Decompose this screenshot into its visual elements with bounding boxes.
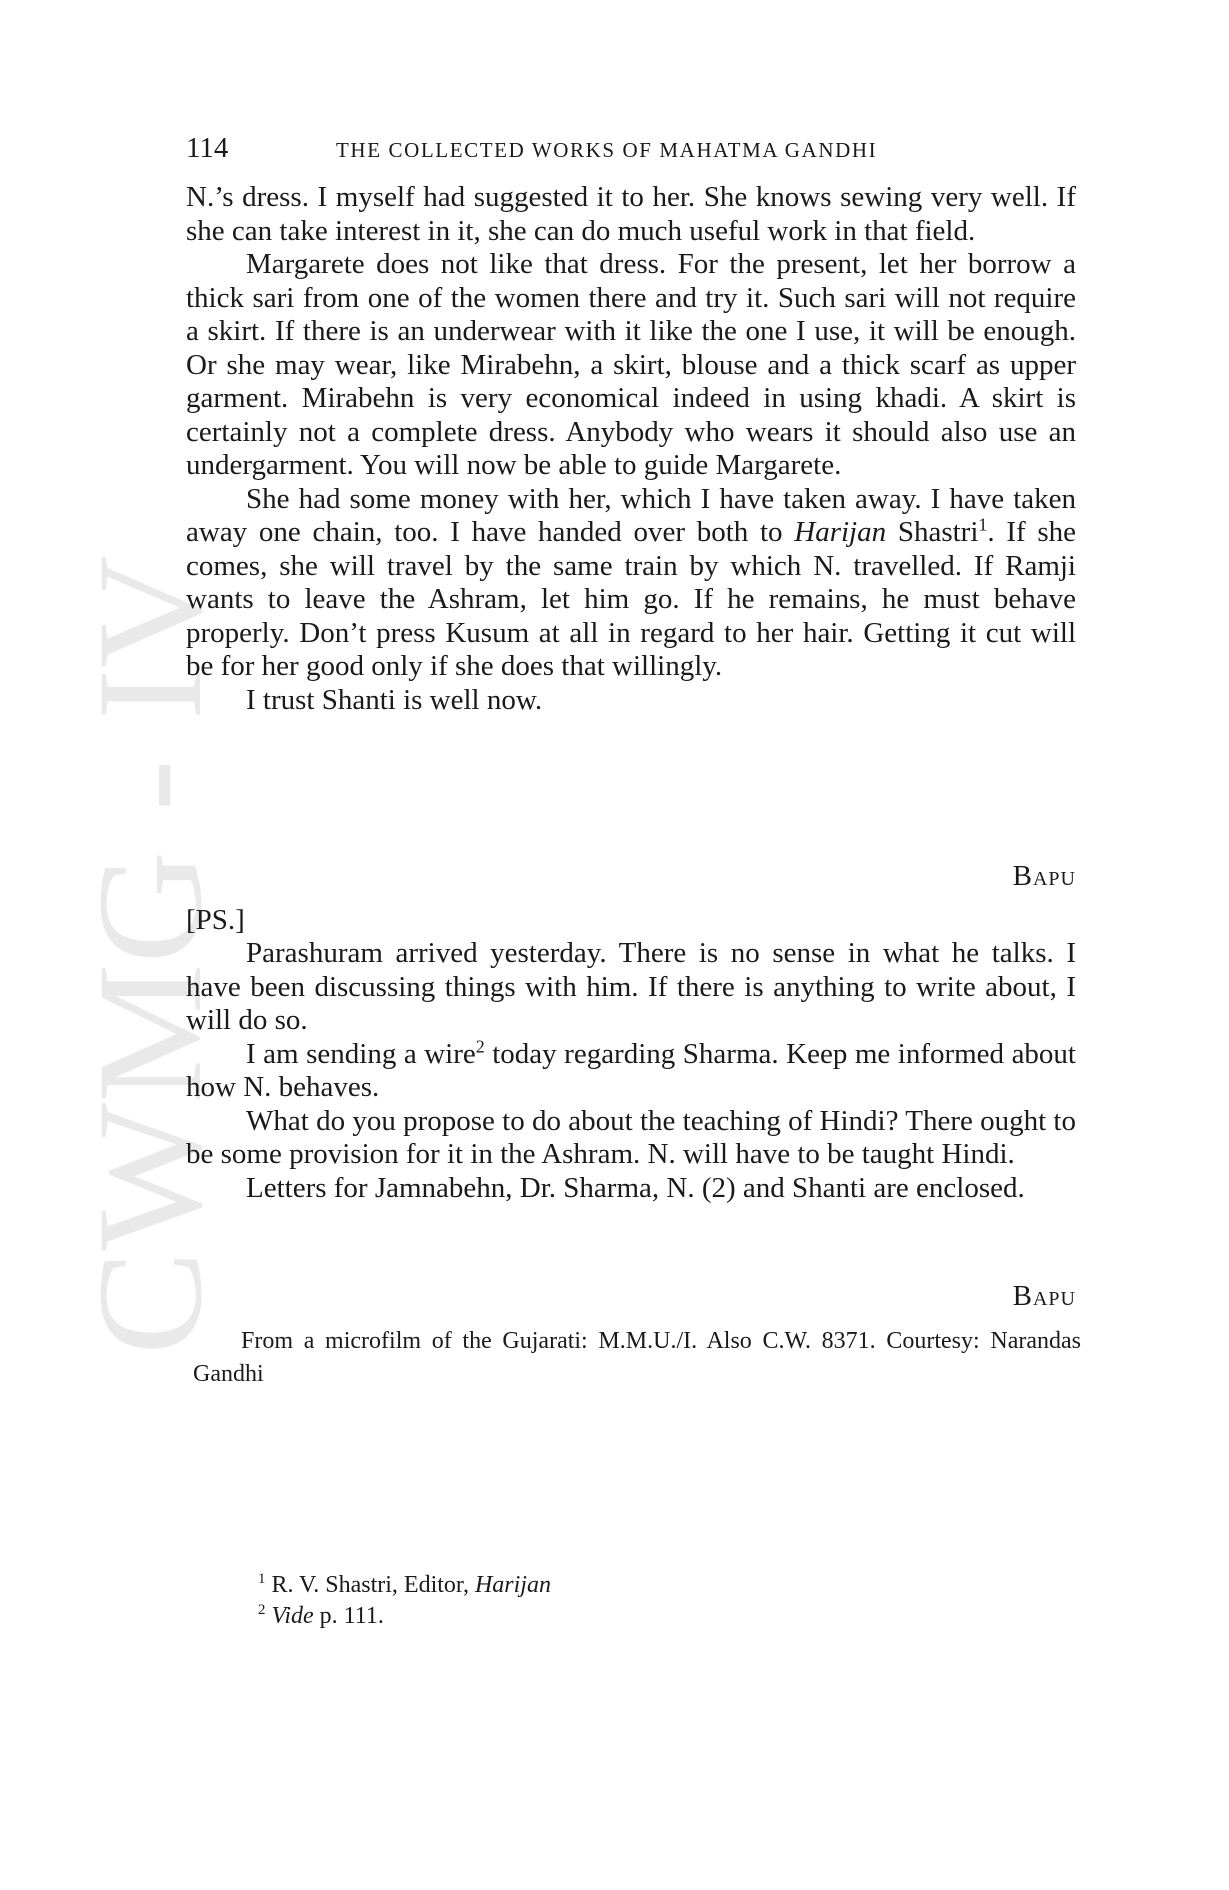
ps-paragraph-4: Letters for Jamnabehn, Dr. Sharma, N. (2) and Shanti are enclosed. — [246, 1171, 1025, 1204]
footnotes — [258, 1570, 858, 1632]
paragraph-3-text-b: Shastri — [886, 516, 979, 548]
footnote-2-mark: 2 — [258, 1602, 266, 1618]
ps-paragraph-3: What do you propose to do about the teaching of Hindi? There ought to be some provision for it in the Ashram. N. will have to be taught Hindi. — [186, 1104, 1076, 1170]
page-number: 114 — [186, 132, 229, 164]
footnote-2-text: p. 111. — [313, 1603, 384, 1629]
letter-body — [186, 181, 1076, 717]
harijan-italic: Harijan — [794, 516, 887, 548]
ps-signature: Bapu — [1012, 1280, 1076, 1312]
ps-paragraph-2 — [186, 1035, 1076, 1105]
paragraph-2: Margarete does not like that dress. For the present, let her borrow a thick sari from one of the women there and try it. Such sari will not require a skirt. If there is an underwear with it like the one I use, it will be enough. Or she may wear, like Mirabehn, a skirt, blouse and a thick scarf as upper garment. Mirabehn is very economical indeed in using khadi. A skirt is certainly not a complete dress. Anybody who wears it should also use an undergarment. You will now be able to guide Margarete. — [186, 248, 1076, 481]
postscript-body — [186, 937, 1076, 1205]
footnote-1-mark: 1 — [258, 1571, 266, 1587]
ps-paragraph-2-text-b: today regarding Sharma. Keep me informed about how N. behaves. — [186, 1037, 1076, 1103]
source-note: From a microfilm of the Gujarati: M.M.U./I. Also C.W. 8371. Courtesy: Narandas Gandhi — [193, 1328, 1081, 1387]
footnote-1-italic: Harijan — [474, 1572, 551, 1598]
footnote-2 — [258, 1601, 858, 1632]
running-head — [186, 128, 1076, 168]
footnote-2-italic: Vide — [271, 1603, 314, 1629]
ps-label: [PS.] — [186, 904, 245, 936]
paragraph-3-text-a: She had some money with her, which I have taken away. I have taken away one chain, too. I have handed over both to — [186, 482, 1076, 548]
watermark-text: CWMG IV — [100, 588, 230, 1355]
paragraph-1: N.’s dress. I myself had suggested it to her. She knows sewing very well. If she can take interest in it, she can do much useful work in that field. — [186, 181, 1076, 247]
footnote-1-text: R. V. Shastri, Editor, — [271, 1572, 475, 1598]
paragraph-4: I trust Shanti is well now. — [246, 683, 543, 716]
paragraph-3-text-c: . If she comes, she will travel by the same train by which N. travelled. If Ramji wants to leave the Ashram, let him go. If he remains, he must behave properly. Don’t press Kusum at all in regard to her hair. Getting it cut will be for her good only if she does that willingly. — [186, 516, 1076, 682]
paragraph-3 — [186, 483, 1076, 684]
footnote-ref-2: 2 — [475, 1035, 485, 1056]
footnote-ref-1: 1 — [978, 514, 988, 535]
footnote-1 — [258, 1570, 858, 1601]
running-title: THE COLLECTED WORKS OF MAHATMA GANDHI — [336, 138, 878, 162]
signature: Bapu — [1012, 860, 1076, 892]
ps-paragraph-2-text-a: I am sending a wire — [246, 1037, 476, 1070]
ps-paragraph-1: Parashuram arrived yesterday. There is no sense in what he talks. I have been discussing things with him. If there is anything to write about, I will do so. — [186, 937, 1076, 1036]
